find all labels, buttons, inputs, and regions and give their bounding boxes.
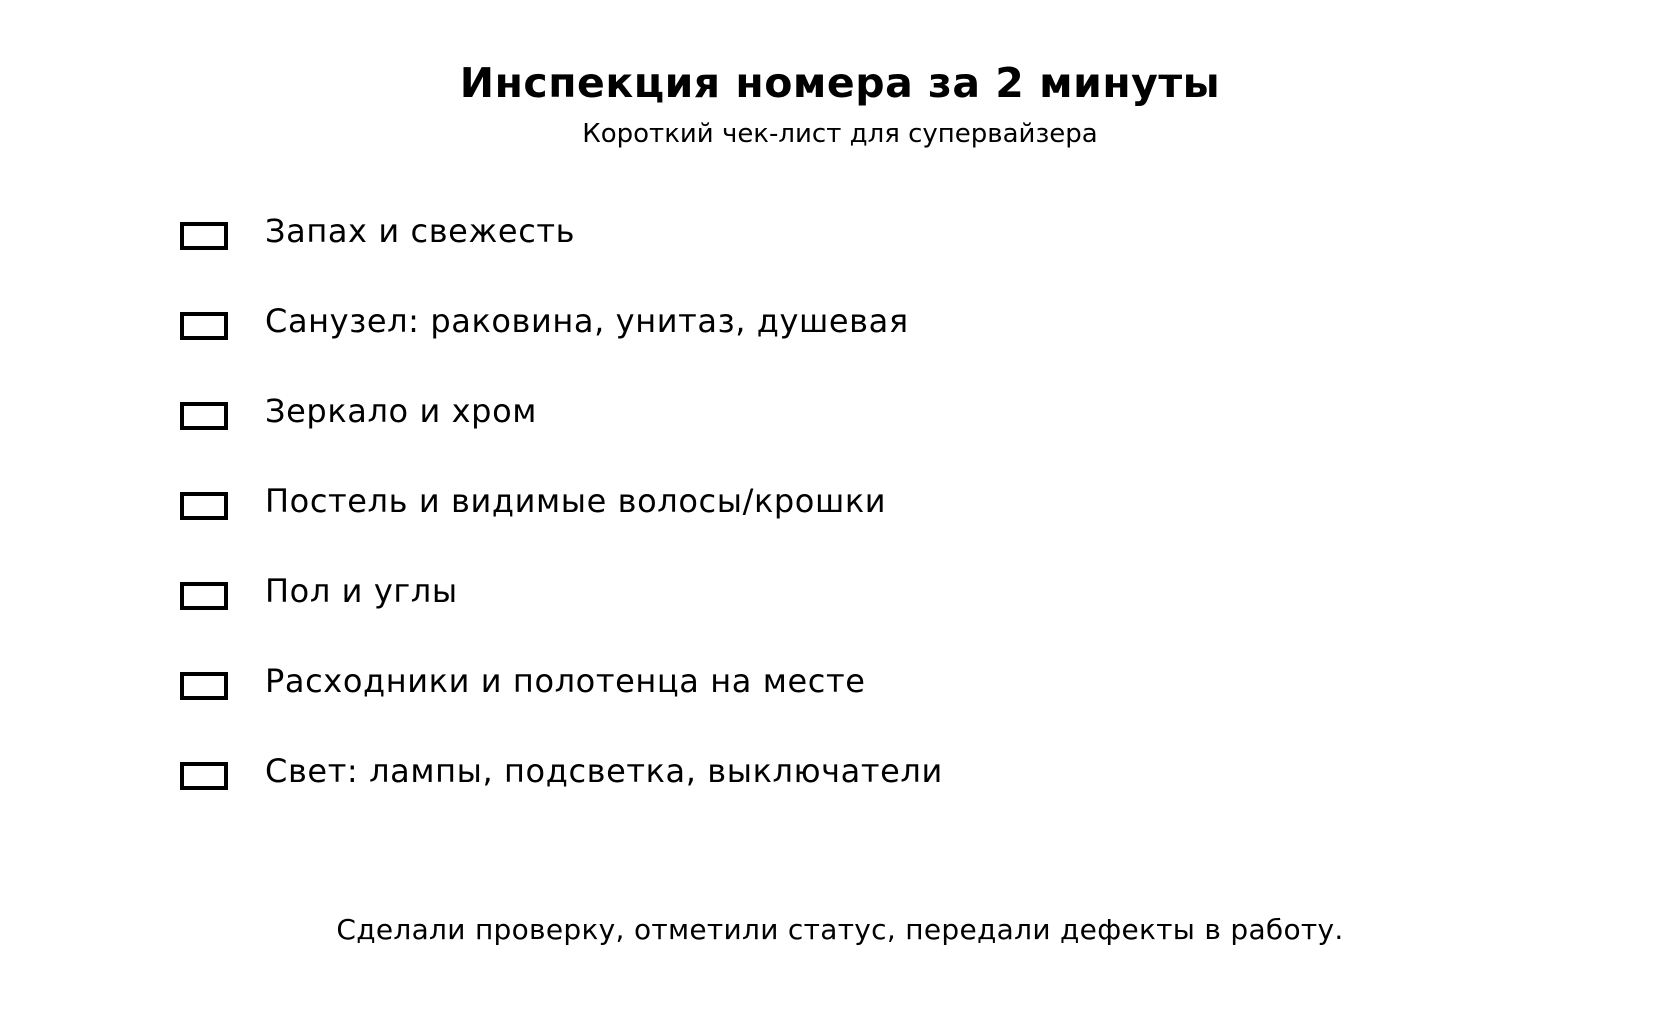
page-subtitle: Короткий чек-лист для супервайзера [582, 119, 1098, 149]
checklist-item-label: Свет: лампы, подсветка, выключатели [265, 752, 943, 790]
checkbox-supplies-towels[interactable] [180, 672, 228, 700]
footer-note: Сделали проверку, отметили статус, передали дефекты в работу. [336, 913, 1344, 946]
checkbox-floor-corners[interactable] [180, 582, 228, 610]
checkbox-bed[interactable] [180, 492, 228, 520]
checkbox-smell-freshness[interactable] [180, 222, 228, 250]
checkbox-bathroom[interactable] [180, 312, 228, 340]
page-title: Инспекция номера за 2 минуты [459, 59, 1221, 107]
checkbox-lighting[interactable] [180, 762, 228, 790]
checklist-item-label: Запах и свежесть [265, 212, 576, 250]
checklist-item-label: Зеркало и хром [265, 392, 537, 430]
checklist-item-label: Пол и углы [265, 572, 458, 610]
checkbox-mirror-chrome[interactable] [180, 402, 228, 430]
checklist-item-label: Санузел: раковина, унитаз, душевая [265, 302, 909, 340]
checklist-item-label: Постель и видимые волосы/крошки [265, 482, 887, 520]
checklist-item-label: Расходники и полотенца на месте [265, 662, 866, 700]
